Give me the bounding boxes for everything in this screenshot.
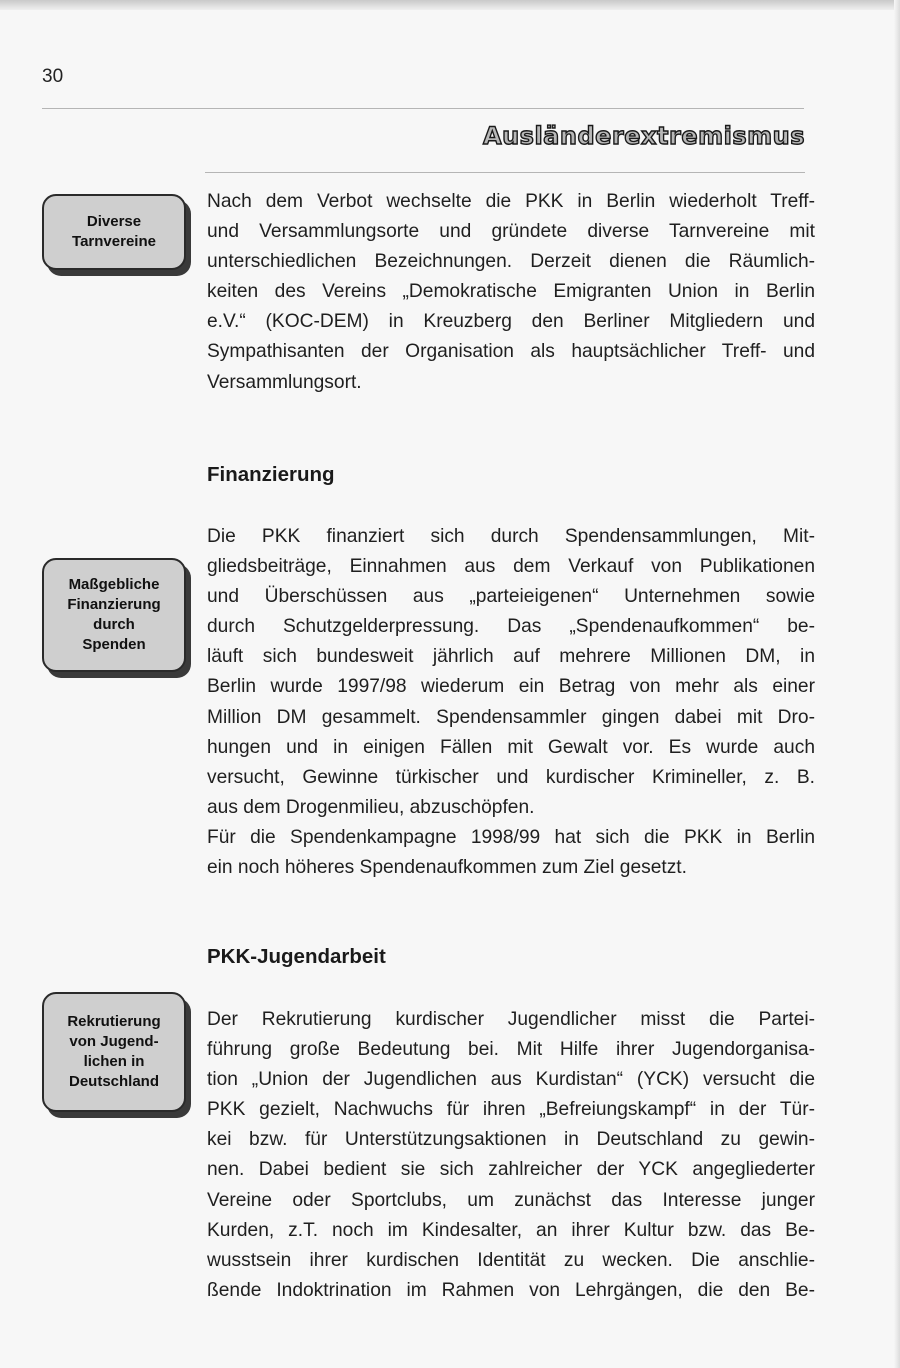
header-rule-top (42, 108, 804, 109)
text-line: versucht, Gewinne türkischer und kurdischer Krimineller, z. B. (207, 766, 815, 788)
text-line: ßende Indoktrination im Rahmen von Lehrgängen, die den Be- (207, 1279, 815, 1301)
paragraph-jugendarbeit (207, 1005, 815, 1306)
text-line: keiten des Vereins „Demokratische Emigranten Union in Berlin (207, 281, 815, 303)
text-line: läuft sich bundesweit jährlich auf mehrere Millionen DM, in (207, 646, 815, 668)
sidebox-line: Spenden (82, 636, 146, 653)
sidebox-line: Deutschland (68, 1073, 159, 1090)
text-line: und Überschüssen aus „parteieigenen“ Unternehmen sowie (207, 586, 815, 608)
sidebox-line: Tarnvereine (72, 233, 156, 250)
text-line: Sympathisanten der Organisation als hauptsächlicher Treff- und (207, 341, 815, 363)
header-rule-bottom (205, 172, 805, 173)
text-line: wusstsein ihrer kurdischen Identität zu wecken. Die anschlie- (207, 1249, 815, 1271)
text-line: aus dem Drogenmilieu, abzuschöpfen. (207, 796, 535, 818)
text-line: Für die Spendenkampagne 1998/99 hat sich die PKK in Berlin (207, 826, 815, 848)
text-line: unterschiedlichen Bezeichnungen. Derzeit dienen die Räumlich- (207, 251, 815, 273)
text-line: kei bzw. für Unterstützungsaktionen in Deutschland zu gewin- (207, 1129, 815, 1151)
page-top-edge (0, 0, 900, 10)
text-line: hungen und in einigen Fällen mit Gewalt vor. Es wurde auch (207, 736, 815, 758)
text-line: Versammlungsort. (207, 371, 362, 393)
sidebox-line: Maßgebliche (68, 576, 160, 593)
text-line: führung große Bedeutung bei. Mit Hilfe ihrer Jugendorganisa- (207, 1039, 815, 1061)
text-line: Nach dem Verbot wechselte die PKK in Berlin wiederholt Treff- (207, 191, 815, 212)
paragraph-finanzierung (207, 522, 815, 883)
sidebox-finanzierung (42, 558, 186, 672)
text-line: Vereine oder Sportclubs, um zunächst das Interesse junger (207, 1189, 815, 1211)
sidebox-line: Diverse (86, 213, 142, 230)
text-line: durch Schutzgelderpressung. Das „Spendenaufkommen“ be- (207, 616, 815, 638)
sidebox-line: durch (93, 616, 135, 633)
sidebox-rekrutierung (42, 992, 186, 1112)
text-line: Die PKK finanziert sich durch Spendensammlungen, Mit- (207, 526, 815, 547)
sidebox-line: Finanzierung (67, 596, 161, 613)
sidebox-line: lichen in (83, 1053, 145, 1070)
sidebox-text (67, 575, 160, 655)
section-title: Ausländerextremismus (483, 122, 805, 150)
page-right-edge (894, 0, 900, 1368)
text-line: gliedsbeiträge, Einnahmen aus dem Verkauf von Publikationen (207, 556, 815, 578)
page-number: 30 (42, 66, 64, 87)
text-line: nen. Dabei bedient sie sich zahlreicher der YCK angegliederter (207, 1159, 815, 1181)
paragraph-tarnvereine (207, 187, 815, 398)
text-line: Der Rekrutierung kurdischer Jugendlicher misst die Partei- (207, 1009, 815, 1030)
text-line: Million DM gesammelt. Spendensammler gingen dabei mit Dro- (207, 706, 815, 728)
text-line: Kurden, z.T. noch im Kindesalter, an ihrer Kultur bzw. das Be- (207, 1219, 815, 1241)
sidebox-text (67, 1012, 160, 1092)
text-line: e.V.“ (KOC-DEM) in Kreuzberg den Berliner Mitgliedern und (207, 311, 815, 333)
text-line: tion „Union der Jugendlichen aus Kurdistan“ (YCK) versucht die (207, 1069, 815, 1091)
text-line: Berlin wurde 1997/98 wiederum ein Betrag von mehr als einer (207, 676, 815, 698)
sidebox-text (72, 212, 156, 252)
heading-finanzierung: Finanzierung (207, 463, 335, 486)
text-line: ein noch höheres Spendenaufkommen zum Ziel gesetzt. (207, 857, 687, 879)
sidebox-line: von Jugend- (69, 1033, 159, 1050)
text-line: und Versammlungsorte und gründete diverse Tarnvereine mit (207, 221, 815, 243)
text-line: PKK gezielt, Nachwuchs für ihren „Befreiungskampf“ in der Tür- (207, 1099, 815, 1121)
heading-jugendarbeit: PKK-Jugendarbeit (207, 945, 386, 968)
sidebox-line: Rekrutierung (67, 1013, 161, 1030)
sidebox-tarnvereine (42, 194, 186, 270)
